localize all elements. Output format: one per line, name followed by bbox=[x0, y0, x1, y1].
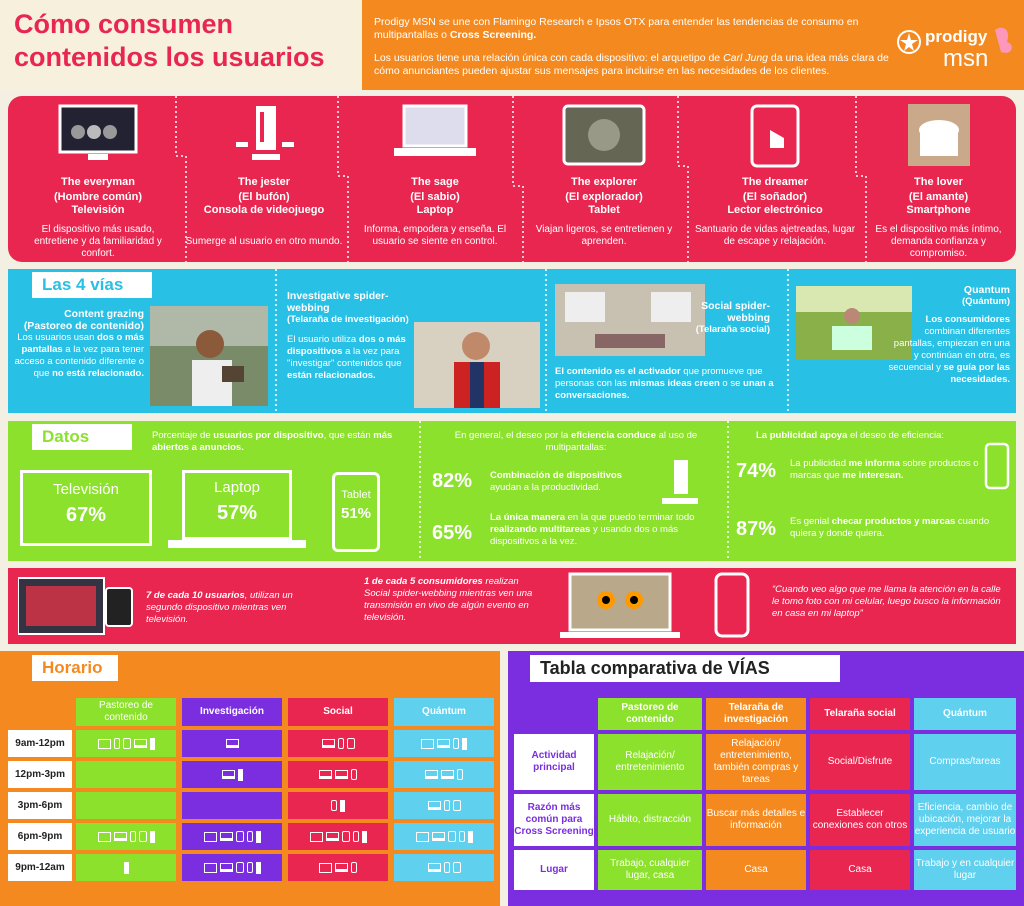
tabla-cell: Buscar más detalles e información bbox=[706, 794, 806, 846]
horario-cell bbox=[76, 761, 176, 788]
phone-icon bbox=[114, 738, 120, 749]
persona-everyman bbox=[18, 96, 178, 262]
persona-alias: (Hombre común) bbox=[54, 191, 142, 203]
stat-87-desc: Es genial checar productos y marcas cuando quiera y donde quiera. bbox=[790, 516, 990, 539]
persona-name: The sage bbox=[411, 176, 459, 188]
persona-desc: Sumerge al usuario en otro mundo. bbox=[185, 236, 343, 247]
console-icon bbox=[150, 738, 155, 750]
phone-icon bbox=[130, 831, 136, 842]
horario-cell bbox=[394, 823, 494, 850]
tabla-cell: Trabajo y en cualquier lugar bbox=[914, 850, 1016, 890]
tv-icon bbox=[421, 739, 434, 749]
strip-stat-2: 1 de cada 5 consumidores realizan Social spider-webbing mientras ven una transmisión en vivo de algún evento en televisión. bbox=[364, 576, 533, 623]
ereader-icon bbox=[750, 104, 800, 170]
via-social-desc: El contenido es el activador que promueve que personas con las mismas ideas creen o se unan a conversaciones. bbox=[555, 366, 774, 401]
laptop-icon bbox=[326, 832, 339, 841]
horario-cell bbox=[182, 792, 282, 819]
horario-cell bbox=[288, 823, 388, 850]
tablet-icon bbox=[562, 104, 646, 168]
console-icon bbox=[150, 831, 155, 843]
via-grazing: Content grazing (Pastoreo de contenido) Los usuarios usan dos o más pantallas a la vez para tener acceso a contenido diferente o que no está relacionado. bbox=[14, 308, 144, 379]
persona-desc: El dispositivo más usado, entretiene y da familiaridad y confort. bbox=[34, 224, 162, 259]
persona-device: Smartphone bbox=[906, 204, 971, 216]
horario-row-label: 9pm-12am bbox=[8, 854, 72, 881]
tabla-row-label: Actividad principal bbox=[514, 734, 594, 790]
laptop-stat: Laptop 57% bbox=[182, 470, 292, 540]
persona-device: Consola de videojuego bbox=[203, 204, 325, 216]
datos-mid-intro: En general, el deseo por la eficiencia conduce al uso de multipantallas: bbox=[454, 430, 698, 453]
laptop-icon bbox=[390, 104, 480, 166]
horario-cell bbox=[288, 792, 388, 819]
phone-icon bbox=[338, 738, 344, 749]
tablet-icon bbox=[448, 831, 456, 842]
console-icon bbox=[362, 831, 367, 843]
console-icon bbox=[256, 831, 261, 843]
laptop-icon bbox=[437, 739, 450, 748]
console-icon bbox=[340, 800, 345, 812]
strip-quote: “Cuando veo algo que me llama la atención en la calle le tomo foto con mi celular, luego busco la información en casa en mi laptop” bbox=[772, 584, 1001, 619]
laptop-icon bbox=[441, 770, 454, 779]
datos-tag: Datos bbox=[32, 424, 132, 450]
stat-65-desc: La única manera en la que puedo terminar todo realizando multitareas y usando dos o más dispositivos a la vez. bbox=[490, 512, 695, 547]
persona-device: Televisión bbox=[71, 204, 125, 216]
persona-desc: Informa, empodera y enseña. El usuario se siente en control. bbox=[363, 224, 507, 247]
persona-dreamer bbox=[690, 96, 860, 262]
persona-alias: (El explorador) bbox=[565, 191, 643, 203]
persona-alias: (El amante) bbox=[908, 191, 969, 203]
horario-cell bbox=[182, 730, 282, 757]
laptop-base bbox=[168, 540, 306, 548]
via-quantum: Quantum (Quántum) Los consumidores combinan diferentes pantallas, empiezan en una y continúan en otra, es secuencial y se guía por las necesidades. bbox=[888, 284, 1010, 385]
stat-74: 74% bbox=[736, 460, 777, 482]
tv-icon bbox=[319, 863, 332, 873]
persona-device: Tablet bbox=[588, 204, 620, 216]
persona-alias: (El bufón) bbox=[238, 191, 290, 203]
horario-tag: Horario bbox=[32, 655, 118, 681]
persona-name: The everyman bbox=[61, 176, 135, 188]
stat-82-desc: Combinación de dispositivos ayudan a la productividad. bbox=[490, 470, 622, 493]
coffee-icon bbox=[908, 104, 970, 166]
tabla-cell: Social/Disfrute bbox=[810, 734, 910, 790]
tabla-col-quantum: Quántum bbox=[914, 698, 1016, 730]
tabla-col-pastoreo: Pastoreo de contenido bbox=[598, 698, 702, 730]
stat-65: 65% bbox=[432, 522, 473, 544]
phone-icon bbox=[444, 862, 450, 873]
tabla-cell: Relajación/ entretenimiento bbox=[598, 734, 702, 790]
persona-name: The explorer bbox=[570, 176, 638, 188]
horario-row-label: 9am-12pm bbox=[8, 730, 72, 757]
persona-jester bbox=[184, 96, 344, 262]
tablet-icon bbox=[342, 831, 350, 842]
horario-row-label: 6pm-9pm bbox=[8, 823, 72, 850]
horario-cell bbox=[182, 854, 282, 881]
tabla-cell: Compras/tareas bbox=[914, 734, 1016, 790]
laptop-icon bbox=[319, 770, 332, 779]
persona-desc: Viajan ligeros, se entretienen y aprenden. bbox=[535, 224, 673, 247]
tabla-tag: Tabla comparativa de VÍAS bbox=[530, 655, 840, 682]
persona-desc: Es el dispositivo más íntimo, demanda confianza y compromiso. bbox=[875, 224, 1002, 259]
horario-cell bbox=[76, 823, 176, 850]
smartphone-icon bbox=[984, 442, 1010, 490]
tv-icon bbox=[98, 832, 111, 842]
horario-cell bbox=[182, 823, 282, 850]
tabla-row-label: Razón más común para Cross Screening bbox=[514, 794, 594, 846]
phone-icon bbox=[457, 769, 463, 780]
tablet-icon bbox=[236, 831, 244, 842]
horario-cell bbox=[76, 854, 176, 881]
strip-stat-1: 7 de cada 10 usuarios, utilizan un segundo dispositivo mientras ven televisión. bbox=[146, 590, 293, 625]
console-icon bbox=[256, 862, 261, 874]
stat-74-desc: La publicidad me informa sobre productos o marcas que me interesan. bbox=[790, 458, 979, 481]
tv-icon bbox=[416, 832, 429, 842]
persona-name: The lover bbox=[914, 176, 963, 188]
intro-paragraph-1: Prodigy MSN se une con Flamingo Research e Ipsos OTX para entender las tendencias de consumo en multipantallas o Cross Screening. bbox=[374, 16, 859, 41]
phone-icon bbox=[247, 831, 253, 842]
horario-cell bbox=[394, 730, 494, 757]
horario-cell bbox=[288, 730, 388, 757]
tablet-icon bbox=[453, 800, 461, 811]
tv-icon bbox=[98, 739, 111, 749]
owl-laptop-photo bbox=[560, 572, 680, 640]
prodigy-msn-logo bbox=[895, 20, 1015, 72]
tablet-stat: Tablet 51% bbox=[332, 472, 380, 552]
laptop-icon bbox=[428, 801, 441, 810]
horario-row-label: 12pm-3pm bbox=[8, 761, 72, 788]
tv-icon bbox=[204, 863, 217, 873]
smartphone-icon bbox=[712, 570, 752, 640]
page-title: Cómo consumen contenidos los usuarios bbox=[14, 9, 325, 72]
persona-device: Lector electrónico bbox=[727, 204, 823, 216]
persona-name: The dreamer bbox=[741, 176, 809, 188]
stat-87: 87% bbox=[736, 518, 777, 540]
phone-icon bbox=[459, 831, 465, 842]
phone-icon bbox=[351, 862, 357, 873]
persona-sage bbox=[352, 96, 518, 262]
laptop-icon bbox=[114, 832, 127, 841]
horario-cell bbox=[288, 761, 388, 788]
tablet-icon bbox=[347, 738, 355, 749]
console-icon bbox=[462, 738, 467, 750]
persona-explorer bbox=[524, 96, 684, 262]
tv-icon bbox=[310, 832, 323, 842]
laptop-icon bbox=[222, 770, 235, 779]
laptop-icon bbox=[425, 770, 438, 779]
phone-icon bbox=[453, 738, 459, 749]
laptop-icon bbox=[220, 832, 233, 841]
tv-icon bbox=[204, 832, 217, 842]
vias-tag: Las 4 vías bbox=[32, 272, 152, 298]
console-icon bbox=[468, 831, 473, 843]
svg-text:msn: msn bbox=[943, 45, 989, 72]
laptop-icon bbox=[335, 863, 348, 872]
horario-cell bbox=[394, 792, 494, 819]
console-icon bbox=[660, 458, 700, 506]
horario-col-social: Social bbox=[288, 698, 388, 726]
console-icon bbox=[234, 104, 294, 166]
shop-worker-photo bbox=[414, 322, 540, 408]
tablet-icon bbox=[139, 831, 147, 842]
tv-stat: Televisión 67% bbox=[20, 470, 152, 546]
horario-cell bbox=[394, 761, 494, 788]
phone-icon bbox=[353, 831, 359, 842]
tabla-cell: Casa bbox=[810, 850, 910, 890]
tv-icon bbox=[58, 104, 138, 162]
tv-tablet-photo bbox=[18, 574, 136, 638]
console-icon bbox=[238, 769, 243, 781]
person-reading-photo bbox=[150, 306, 268, 406]
via-social-title: Social spider-webbing (Telaraña social) bbox=[695, 300, 770, 335]
persona-alias: (El sabio) bbox=[410, 191, 460, 203]
horario-row-label: 3pm-6pm bbox=[8, 792, 72, 819]
console-icon bbox=[124, 862, 129, 874]
tabla-row-label: Lugar bbox=[514, 850, 594, 890]
laptop-icon bbox=[432, 832, 445, 841]
laptop-icon bbox=[335, 770, 348, 779]
persona-device: Laptop bbox=[416, 204, 454, 216]
laptop-icon bbox=[322, 739, 335, 748]
phone-icon bbox=[351, 769, 357, 780]
phone-icon bbox=[331, 800, 337, 811]
tablet-icon bbox=[236, 862, 244, 873]
datos-right-intro: La publicidad apoya el deseo de eficiencia: bbox=[756, 430, 944, 441]
tabla-cell: Eficiencia, cambio de ubicación, mejorar la experiencia de usuario bbox=[914, 794, 1016, 846]
phone-icon bbox=[444, 800, 450, 811]
persona-desc: Santuario de vidas ajetreadas, lugar de escape y relajación. bbox=[694, 224, 856, 247]
horario-cell bbox=[288, 854, 388, 881]
laptop-icon bbox=[226, 739, 239, 748]
horario-col-quantum: Quántum bbox=[394, 698, 494, 726]
tablet-icon bbox=[123, 738, 131, 749]
persona-alias: (El soñador) bbox=[742, 191, 808, 203]
tabla-cell: Trabajo, cualquier lugar, casa bbox=[598, 850, 702, 890]
phone-icon bbox=[247, 862, 253, 873]
tablet-icon bbox=[453, 862, 461, 873]
persona-name: The jester bbox=[238, 176, 290, 188]
via-investigative: Investigative spider-webbing (Telaraña de investigación) El usuario utiliza dos o más dispositivos a la vez para "investigar" contenidos que están relacionados. bbox=[287, 290, 409, 381]
horario-cell bbox=[76, 792, 176, 819]
laptop-icon bbox=[428, 863, 441, 872]
tabla-cell: Hábito, distracción bbox=[598, 794, 702, 846]
horario-cell bbox=[76, 730, 176, 757]
tabla-col-investigacion: Telaraña de investigación bbox=[706, 698, 806, 730]
laptop-icon bbox=[220, 863, 233, 872]
tabla-cell: Establecer conexiones con otros bbox=[810, 794, 910, 846]
horario-cell bbox=[394, 854, 494, 881]
intro-paragraph-2: Los usuarios tiene una relación única con cada dispositivo: el arquetipo de Carl Jung da una idea más clara de cómo anunciantes pueden ajustar sus mensajes para incluirse en las necesidades de los clientes. bbox=[374, 52, 889, 77]
stat-82: 82% bbox=[432, 470, 473, 492]
persona-lover bbox=[866, 96, 1011, 262]
horario-cell bbox=[182, 761, 282, 788]
horario-col-pastoreo: Pastoreo de contenido bbox=[76, 698, 176, 726]
horario-col-investigacion: Investigación bbox=[182, 698, 282, 726]
tabla-cell: Casa bbox=[706, 850, 806, 890]
datos-intro: Porcentaje de usuarios por dispositivo, que están más abiertos a anuncios. bbox=[152, 430, 393, 453]
tabla-col-social: Telaraña social bbox=[810, 698, 910, 730]
laptop-icon bbox=[134, 739, 147, 748]
svg-text:prodigy: prodigy bbox=[925, 27, 988, 46]
tabla-cell: Relajación/ entretenimiento, también compras y tareas bbox=[706, 734, 806, 790]
